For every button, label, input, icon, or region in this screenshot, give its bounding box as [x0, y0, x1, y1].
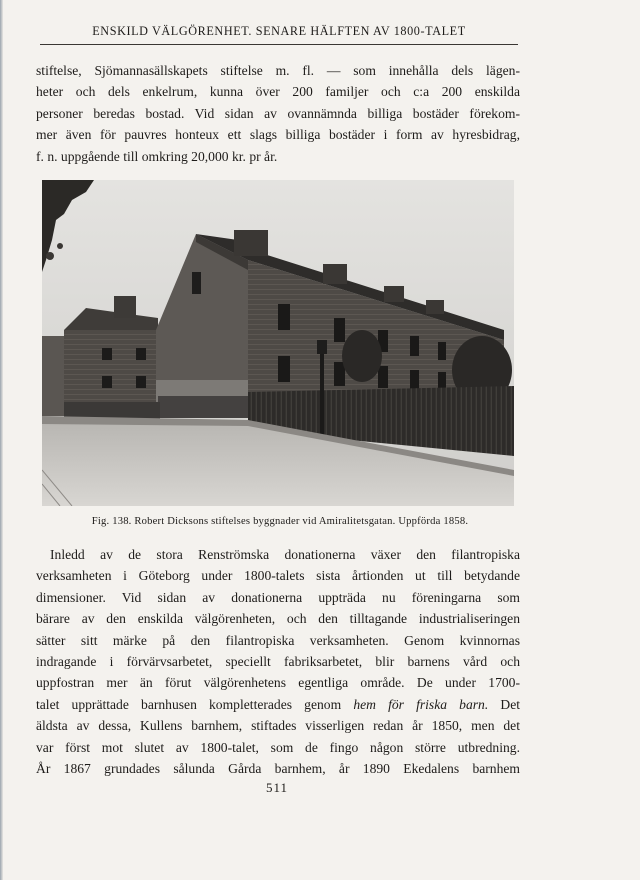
text-run: talet upprättade barnhusen kompletterades genom [36, 696, 354, 712]
text-line: f. n. uppgående till omkring 20,000 kr. pr år. [36, 148, 278, 164]
text-line: personer beredas bostad. Vid sidan av ovannämnda billiga bostäder förekom- [36, 105, 520, 121]
photograph-buildings [42, 180, 514, 506]
text-line: var först mot slutet av 1800-talet, som de fingo någon större utbredning. [36, 739, 520, 755]
text-line: mer även för pauvres honteux ett slags billiga bostäder i form av hyresbidrag, [36, 127, 520, 143]
text-line: År 1867 grundades sålunda Gårda barnhem, år 1890 Ekedalens barnhem [36, 760, 520, 776]
text-run: Det [488, 696, 521, 712]
bottom-paragraph [36, 544, 520, 779]
running-head: ENSKILD VÄLGÖRENHET. SENARE HÄLFTEN AV 1800-TALET [40, 24, 518, 45]
figure-photograph [42, 180, 514, 506]
text-line: stiftelse, Sjömannasällskapets stiftelse m. fl. — som innehålla dels lägen- [36, 63, 520, 78]
text-line: Inledd av de stora Renströmska donationerna växer den filantropiska [50, 547, 520, 562]
top-paragraph [36, 60, 520, 167]
text-line: verksamheten i Göteborg under 1800-talets sista årtionden ut till betydande [36, 568, 520, 584]
text-line: bärare av den enskilda välgörenheten, och den tilltagande industrialiseringen [36, 611, 520, 627]
text-line: indragande i förvärvsarbetet, speciellt fabriksarbetet, blir barnens vård och [36, 653, 520, 669]
figure-caption: Fig. 138. Robert Dicksons stiftelses byggnader vid Amiralitetsgatan. Uppförda 1858. [91, 516, 469, 527]
text-line: heter och dels enkelrum, kunna över 200 familjer och c:a 200 enskilda [36, 84, 520, 100]
text-line: uppfostran mer än förut välgörenhetens egentliga område. De under 1700- [36, 675, 520, 691]
text-line: äldsta av dessa, Kullens barnhem, stiftades visserligen redan år 1850, men det [36, 718, 520, 734]
text-line: sätter sitt märke på den filantropiska verksamheten. Genom kvinnornas [36, 632, 520, 648]
text-line [36, 694, 520, 715]
text-line: dimensioner. Vid sidan av donationerna uppträda nu föreningarna som [36, 589, 520, 605]
page-number: 511 [265, 780, 289, 795]
italic-phrase: hem för friska barn. [353, 696, 489, 712]
page-edge [0, 0, 3, 880]
